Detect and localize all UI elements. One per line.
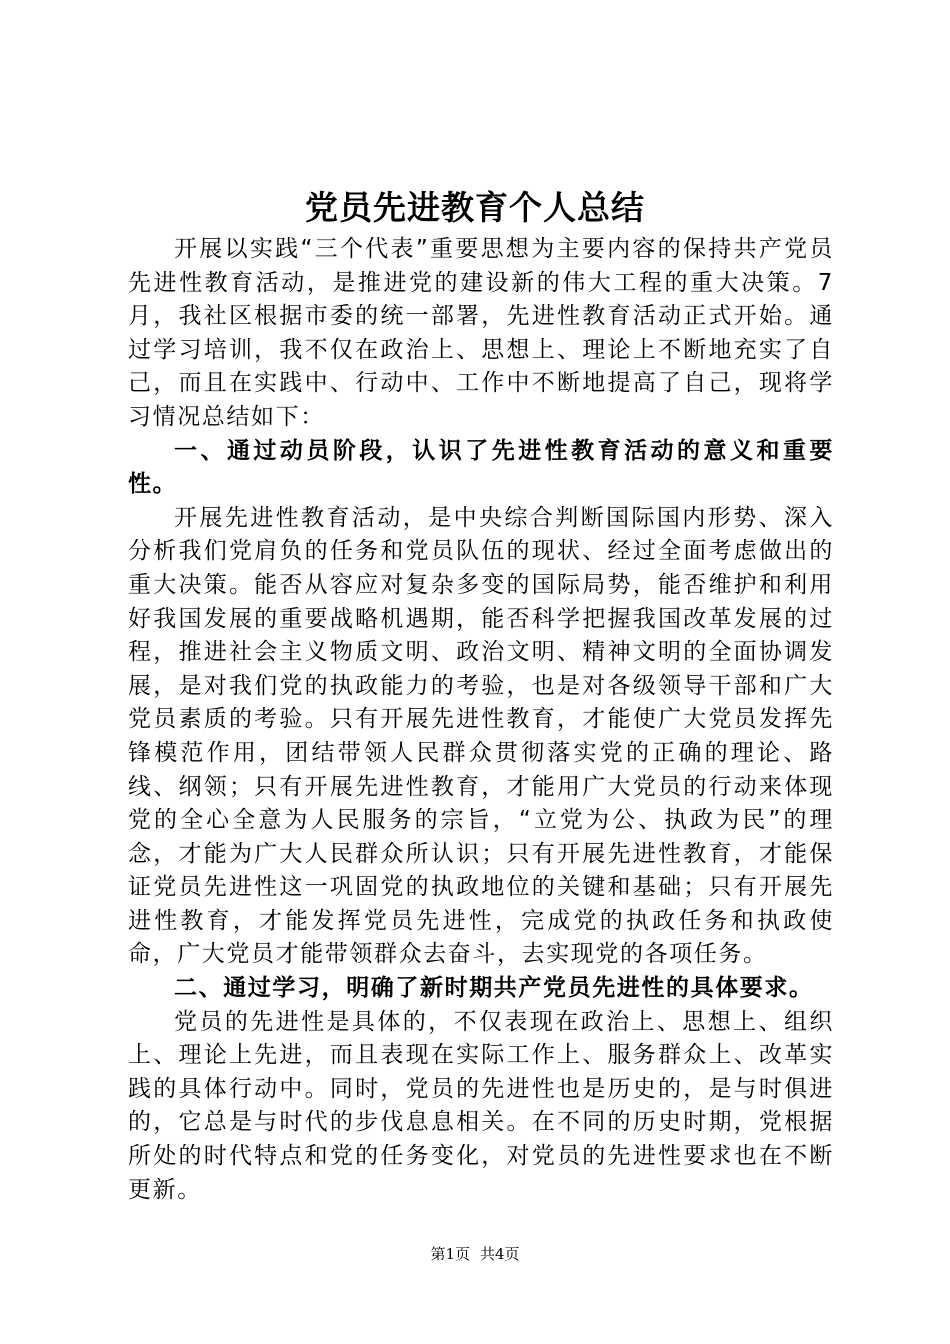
document-body [128,233,834,1207]
document-title: 党员先进教育个人总结 [305,188,645,227]
paragraph-section-1: 开展先进性教育活动，是中央综合判断国际国内形势、深入分析我们党肩负的任务和党员队伍的现状、经过全面考虑做出的重大决策。能否从容应对复杂多变的国际局势，能否维护和利用好我国发展的重要战略机遇期，能否科学把握我国改革发展的过程，推进社会主义物质文明、政治文明、精神文明的全面协调发展，是对我们党的执政能力的考验，也是对各级领导干部和广大党员素质的考验。只有开展先进性教育，才能使广大党员发挥先锋模范作用，团结带领人民群众贯彻落实党的正确的理论、路线、纲领；只有开展先进性教育，才能用广大党员的行动来体现党的全心全意为人民服务的宗旨，“立党为公、执政为民”的理念，才能为广大人民群众所认识；只有开展先进性教育，才能保证党员先进性这一巩固党的执政地位的关键和基础；只有开展先进性教育，才能发挥党员先进性，完成党的执政任务和执政使命，广大党员才能带领群众去奋斗，去实现党的各项任务。 [128,504,834,968]
section-heading-1: 一、通过动员阶段，认识了先进性教育活动的意义和重要性。 [128,437,834,498]
page-number: 第1页 [430,1245,470,1263]
paragraph-intro: 开展以实践“三个代表”重要思想为主要内容的保持共产党员先进性教育活动，是推进党的建设新的伟大工程的重大决策。7月，我社区根据市委的统一部署，先进性教育活动正式开始。通过学习培训，我不仅在政治上、思想上、理论上不断地充实了自己，而且在实践中、行动中、工作中不断地提高了自己，现将学习情况总结如下： [128,236,834,430]
page-footer [0,1244,950,1264]
paragraph-section-2: 党员的先进性是具体的，不仅表现在政治上、思想上、组织上、理论上先进，而且表现在实际工作上、服务群众上、改革实践的具体行动中。同时，党员的先进性也是历史的，是与时俱进的，它总是与时代的步伐息息相关。在不同的历史时期，党根据所处的时代特点和党的任务变化，对党员的先进性要求也在不断更新。 [128,1008,834,1203]
page-total: 共4页 [480,1245,520,1263]
section-heading-2: 二、通过学习，明确了新时期共产党员先进性的具体要求。 [174,975,814,1002]
